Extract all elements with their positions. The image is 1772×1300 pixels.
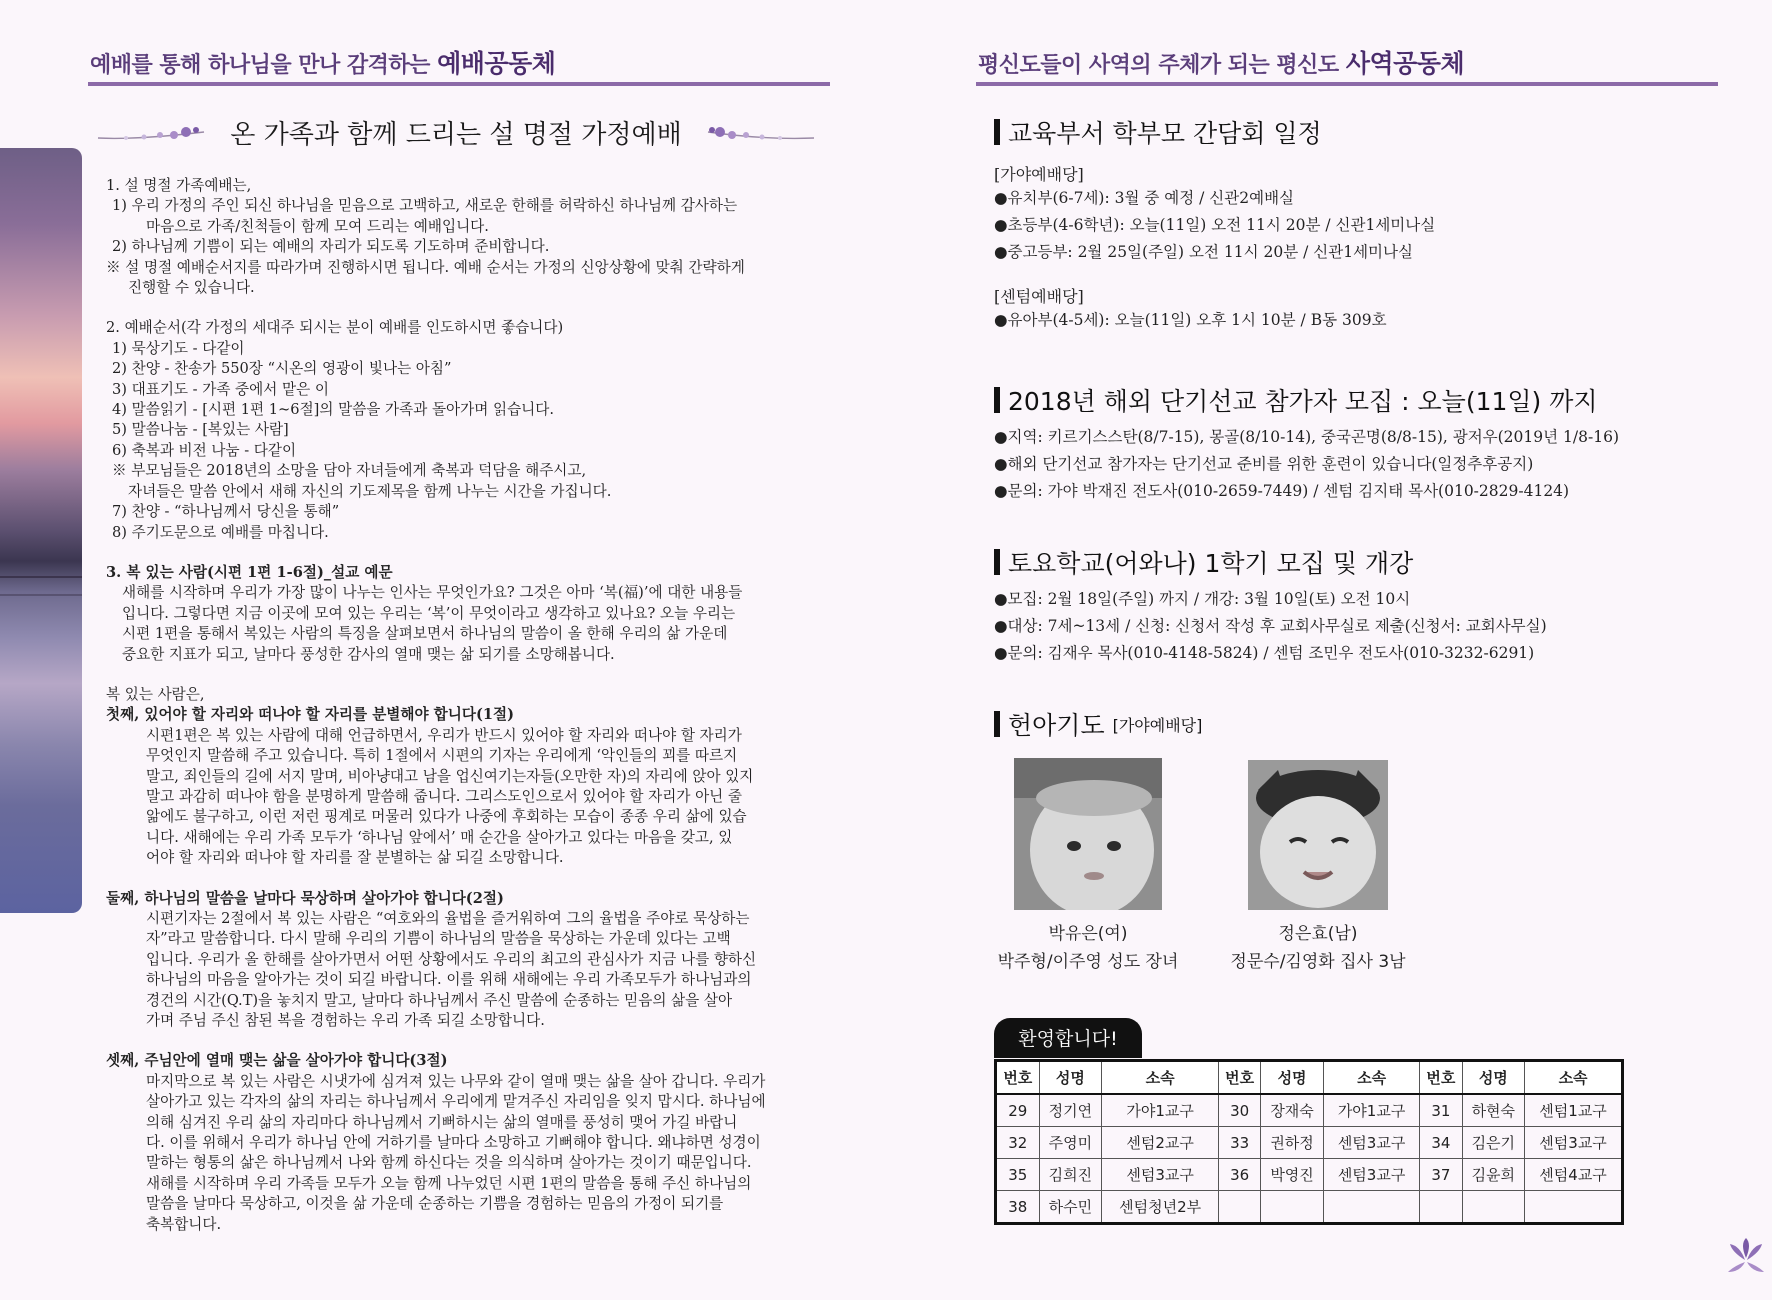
table-cell: 정기연 [1039,1094,1102,1127]
saturday-school-section [994,544,1694,667]
baby-photo-1 [1014,758,1162,910]
paragraph-gap [106,1031,806,1051]
table-row [996,1127,1623,1159]
text-line: 복 있는 사람은, [106,685,205,703]
list-item: ●대상: 7세~13세 / 신청: 신청서 작성 후 교회사무실로 제출(신청서: 교회사무실) [994,617,1547,635]
table-cell: 센텀4교구 [1525,1159,1623,1191]
table-cell: 권하정 [1261,1127,1324,1159]
list-item: ●지역: 키르기스스탄(8/7-15), 몽골(8/10-14), 중국곤명(8/8-15), 광저우(2019년 1/8-16) [994,428,1619,446]
table-cell: 31 [1420,1094,1462,1127]
text-line: 2. 예배순서(각 가정의 세대주 되시는 분이 예배를 인도하시면 좋습니다) [106,319,564,337]
table-cell: 38 [996,1191,1040,1224]
mission-recruit-title [994,382,1694,418]
text-line: 자녀들은 말씀 안에서 새해 자신의 기도제목을 함께 나누는 시간을 가집니다. [128,482,612,500]
worship-title-row [96,110,816,156]
table-cell: 센텀3교구 [1525,1127,1623,1159]
right-header [978,44,1464,80]
text-line: 니다. 새해에는 우리 가족 모두가 ‘하나님 앞에서’ 매 순간을 살아가고 있다는 마음을 갖고, 있 [146,828,733,846]
text-line: ※ 부모님들은 2018년의 소망을 담아 자녀들에게 축복과 덕담을 해주시고, [112,462,587,480]
table-row [996,1159,1623,1191]
text-line: 입니다. 그렇다면 지금 이곳에 모여 있는 우리는 ‘복’이 무엇이라고 생각하고 있나요? 오늘 우리는 [122,604,736,622]
text-line: 첫째, 있어야 할 자리와 떠나야 할 자리를 분별해야 합니다(1절) [106,706,515,724]
text-line: 살아가고 있는 각자의 삶의 자리는 하나님께서 우리에게 맡겨주신 자리임을 잊지 맙시다. 하나님에 [146,1093,766,1111]
table-cell: 가야1교구 [1102,1094,1219,1127]
photo-horizon-reflection [0,594,82,596]
column-header: 소속 [1323,1061,1419,1095]
flower-branch-right-icon [706,120,816,146]
table-cell: 센텀청년2부 [1102,1191,1219,1224]
baby-prayer-title [994,706,1694,742]
column-header: 성명 [1462,1061,1525,1095]
text-line: 새해를 시작하며 우리 가족들 모두가 오늘 함께 나누었던 시편 1편의 말씀을 통해 주신 하나님의 [146,1174,752,1192]
paragraph-gap [106,298,806,318]
text-line: 8) 주기도문으로 예배를 마칩니다. [112,523,329,541]
list-item: ●중고등부: 2월 25일(주일) 오전 11시 20분 / 신관1세미나실 [994,243,1413,261]
column-header: 번호 [1420,1061,1462,1095]
right-header-text: 평신도들이 사역의 주체가 되는 평신도 [978,53,1339,78]
table-cell [1219,1191,1261,1224]
table-cell [1261,1191,1324,1224]
text-line: 축복합니다. [146,1215,222,1233]
text-line: 다. 이를 위해서 우리가 하나님 안에 거하기를 날마다 소망하고 기뻐해야 합니다. 왜냐하면 성경이 [146,1134,761,1152]
text-line: 7) 찬양 - “하나님께서 당신을 통해” [112,503,340,521]
text-line: 어야 할 자리와 떠나야 할 자리를 잘 분별하는 삶 되길 소망합니다. [146,849,564,867]
worship-guide-text [106,176,806,1235]
worship-title: 온 가족과 함께 드리는 설 명절 가정예배 [230,120,682,150]
baby-parents: 정문수/김영화 집사 3남 [1230,952,1406,972]
left-header-rule [88,82,830,86]
baby-parents: 박주형/이주영 성도 장녀 [997,952,1179,972]
left-header-text: 예배를 통해 하나님을 만나 감격하는 [90,53,430,78]
table-cell: 박영진 [1261,1159,1324,1191]
table-header-row [996,1061,1623,1095]
text-line: 2) 하나님께 기쁨이 되는 예배의 자리가 되도록 기도하며 준비합니다. [112,238,550,256]
text-line: 말고 과감히 떠나야 함을 분명하게 말씀해 줍니다. 그리스도인으로서 있어야 할 자리가 아닌 줄 [146,787,743,805]
mission-recruit-section [994,382,1694,505]
text-line: 말고, 죄인들의 길에 서지 말며, 비아냥대고 남을 업신여기는자들(오만한 자)의 자리에 앉아 있지 [146,767,754,785]
table-cell: 센텀2교구 [1102,1127,1219,1159]
baby-prayer-chapel: [가야예배당] [1112,715,1203,735]
text-line: 가며 주님 주신 참된 복을 경험하는 우리 가족 되길 소망합니다. [146,1012,545,1030]
left-header-emphasis: 예배공동체 [437,49,556,78]
table-cell: 김희진 [1039,1159,1102,1191]
text-line: 5) 말씀나눔 - [복있는 사람] [112,421,289,439]
text-line: 마음으로 가족/친척들이 함께 모여 드리는 예배입니다. [146,217,489,235]
text-line: 진행할 수 있습니다. [128,279,255,297]
saturday-school-title [994,544,1694,580]
table-row [996,1191,1623,1224]
section-bar [994,549,1000,575]
text-line: 3. 복 있는 사람(시편 1편 1-6절)_설교 예문 [106,563,393,581]
text-line: 시편1편은 복 있는 사람에 대해 언급하면서, 우리가 반드시 있어야 할 자리와 떠나야 할 자리가 [146,726,742,744]
paragraph-gap [106,543,806,563]
table-cell: 33 [1219,1127,1261,1159]
baby-photo-2 [1248,760,1396,912]
text-line: 입니다. 우리가 올 한해를 살아가면서 어떤 상황에서도 우리의 최고의 관심사가 지금 나를 향하신 [146,950,757,968]
list-item: ●문의: 가야 박재진 전도사(010-2659-7449) / 센텀 김지태 목사(010-2829-4124) [994,482,1570,500]
section-bar [994,119,1000,145]
paragraph-gap [106,665,806,685]
list-item: ●문의: 김재우 목사(010-4148-5824) / 센텀 조민우 전도사(010-3232-6291) [994,644,1535,662]
parent-meeting-section [994,114,1694,334]
column-header: 성명 [1261,1061,1324,1095]
text-line: 중요한 지표가 되고, 날마다 풍성한 감사의 열매 맺는 삶 되기를 소망해봅니다. [122,645,615,663]
text-line: 새해를 시작하며 우리가 가장 많이 나누는 인사는 무엇인가요? 그것은 아마 ‘복(福)’에 대한 내용들 [122,584,743,602]
right-header-rule [976,82,1718,86]
table-cell: 29 [996,1094,1040,1127]
table-cell: 센텀3교구 [1323,1159,1419,1191]
list-item: ●모집: 2월 18일(주일) 까지 / 개강: 3월 10일(토) 오전 10시 [994,590,1411,608]
table-cell: 34 [1420,1127,1462,1159]
parent-meeting-title-text: 교육부서 학부모 간담회 일정 [1008,119,1322,148]
column-header: 소속 [1102,1061,1219,1095]
table-cell: 주영미 [1039,1127,1102,1159]
column-header: 번호 [1219,1061,1261,1095]
paragraph-gap [106,869,806,889]
table-row [996,1094,1623,1127]
list-item: ●유아부(4-5세): 오늘(11일) 오후 1시 10분 / B동 309호 [994,311,1387,329]
table-cell: 센텀3교구 [1323,1127,1419,1159]
text-line: 1) 우리 가정의 주인 되신 하나님을 믿음으로 고백하고, 새로운 한해를 허락하신 하나님께 감사하는 [112,197,738,215]
table-cell: 하수민 [1039,1191,1102,1224]
table-cell: 센텀3교구 [1102,1159,1219,1191]
text-line: 둘째, 하나님의 말씀을 날마다 묵상하며 살아가야 합니다(2절) [106,889,504,907]
text-line: 앎에도 불구하고, 이런 저런 핑계로 머물러 있다가 나중에 후회하는 모습이 종종 우리 삶에 있습 [146,808,747,826]
list-item: ●초등부(4-6학년): 오늘(11일) 오전 11시 20분 / 신관1세미나실 [994,216,1436,234]
table-cell: 37 [1420,1159,1462,1191]
text-line: 마지막으로 복 있는 사람은 시냇가에 심겨져 있는 나무와 같이 열매 맺는 삶을 살아 갑니다. 우리가 [146,1072,766,1090]
text-line: 셋째, 주님안에 열매 맺는 삶을 살아가야 합니다(3절) [106,1052,448,1070]
table-cell: 가야1교구 [1323,1094,1419,1127]
text-line: 무엇인지 말씀해 주고 있습니다. 특히 1절에서 시편의 기자는 우리에게 ‘악인들의 꾀를 따르지 [146,747,738,765]
table-cell [1462,1191,1525,1224]
table-cell: 센텀1교구 [1525,1094,1623,1127]
welcome-tab: 환영합니다! [994,1018,1142,1058]
table-cell [1420,1191,1462,1224]
baby-prayer-title-text: 헌아기도 [1008,711,1105,740]
table-cell: 30 [1219,1094,1261,1127]
left-header [90,44,555,80]
table-cell: 김은기 [1462,1127,1525,1159]
baby-prayer-section [994,706,1694,742]
text-line: 말하는 형통의 삶은 하나님께서 나와 함께 하신다는 것을 의식하며 살아가는 것이기 때문입니다. [146,1154,752,1172]
table-cell: 장재숙 [1261,1094,1324,1127]
text-line: 말씀을 날마다 묵상하고, 이것을 삶 가운데 순종하는 기쁨을 경험하는 믿음의 가정이 되기를 [146,1195,724,1213]
mission-recruit-title-text: 2018년 해외 단기선교 참가자 모집 : 오늘(11일) 까지 [1008,387,1598,416]
table-cell: 35 [996,1159,1040,1191]
table-cell [1323,1191,1419,1224]
table-cell: 하현숙 [1462,1094,1525,1127]
text-line: 1. 설 명절 가족예배는, [106,177,252,194]
parent-meeting-title [994,114,1694,150]
text-line: 시편기자는 2절에서 복 있는 사람은 “여호와의 율법을 즐거워하여 그의 율법을 주야로 묵상하는 [146,910,750,927]
table-cell: 김윤희 [1462,1159,1525,1191]
baby-name: 박유은(여) [1048,924,1128,944]
centum-chapel-label: [센텀예배당] [994,287,1084,306]
church-logo-icon [1726,1236,1766,1276]
text-line: 2) 찬양 - 찬송가 550장 “시온의 영광이 빛나는 아침” [112,360,452,378]
welcome-table [994,1059,1624,1225]
table-cell: 36 [1219,1159,1261,1191]
text-line: 하나님의 마음을 알아가는 것이 되길 바랍니다. 이를 위해 새해에는 우리 가족모두가 하나님과의 [146,971,752,989]
baby-name: 정은효(남) [1278,924,1358,944]
text-line: 경건의 시간(Q.T)을 놓치지 말고, 날마다 하나님께서 주신 말씀에 순종하는 믿음의 삶을 살아 [146,991,733,1009]
section-bar [994,711,1000,737]
right-header-emphasis: 사역공동체 [1345,49,1465,78]
gaya-chapel-label: [가야예배당] [994,165,1084,184]
text-line: 6) 축복과 비전 나눔 - 다같이 [112,441,297,459]
column-header: 소속 [1525,1061,1623,1095]
list-item: ●해외 단기선교 참가자는 단기선교 준비를 위한 훈련이 있습니다(일정추후공지) [994,455,1534,473]
baby-caption-1 [968,920,1208,976]
table-cell: 32 [996,1127,1040,1159]
sunset-lake-photo [0,148,82,913]
baby-caption-2 [1198,920,1438,976]
column-header: 번호 [996,1061,1040,1095]
text-line: 의해 심겨진 우리 삶의 자리마다 하나님께서 기뻐하시는 삶의 열매를 풍성히 맺어 가길 바랍니 [146,1113,738,1131]
section-bar [994,387,1000,413]
text-line: 시편 1편을 통해서 복있는 사람의 특징을 살펴보면서 하나님의 말씀이 올 한해 우리의 삶 가운데 [122,625,728,643]
text-line: 3) 대표기도 - 가족 중에서 맡은 이 [112,380,329,398]
photo-horizon [0,576,82,578]
column-header: 성명 [1039,1061,1102,1095]
text-line: ※ 설 명절 예배순서지를 따라가며 진행하시면 됩니다. 예배 순서는 가정의 신앙상황에 맞춰 간략하게 [106,258,745,276]
list-item: ●유치부(6-7세): 3월 중 예정 / 신관2예배실 [994,189,1295,207]
table-cell [1525,1191,1623,1224]
text-line: 1) 묵상기도 - 다같이 [112,339,245,357]
saturday-school-title-text: 토요학교(어와나) 1학기 모집 및 개강 [1008,549,1414,578]
text-line: 자”라고 말씀합니다. 다시 말해 우리의 기쁨이 하나님의 말씀을 묵상하는 가운데 있다는 고백 [146,930,731,948]
text-line: 4) 말씀읽기 - [시편 1편 1~6절]의 말씀을 가족과 돌아가며 읽습니다. [112,401,555,419]
